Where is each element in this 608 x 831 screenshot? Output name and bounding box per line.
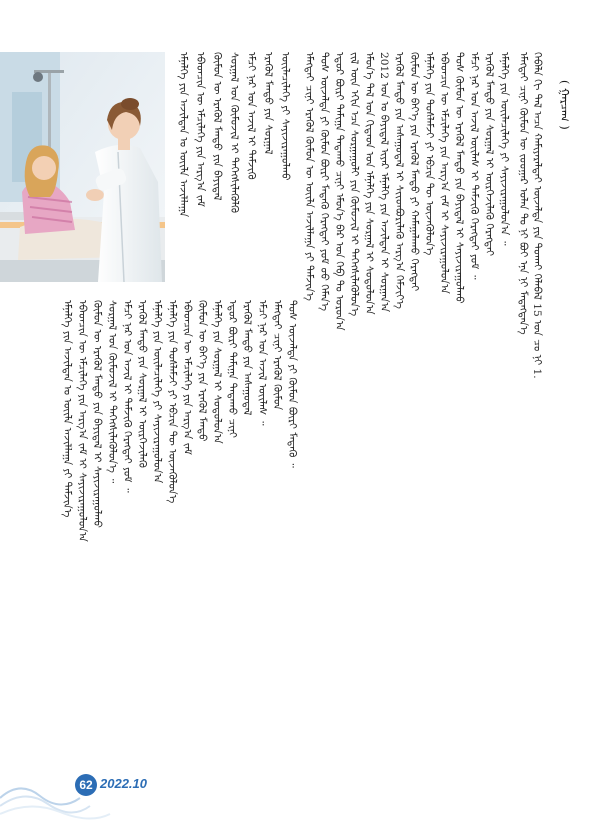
text-column: ᠡᠮᠦᠨ᠎ᠡ ᠲᠠᠯ ᠤᠨ ᠬᠢᠲᠠᠳ ᠤᠨ ᠡᠮᠨᠡᠯᠭᠡ ᠶᠢᠨ ᠰᠤᠷᠭᠠᠯ ᠢ ᠰᠤᠳᠤᠯᠤᠨ᠎ᠠ: [363, 52, 375, 315]
text-column: ᠡᠮᠨᠡᠯᠭᠡ ᠶᠢᠨ ᠲᠤᠰᠯᠠᠮᠵᠢ ᠶᠢ ᠡᠪᠴᠢᠨ ᠲᠦ ᠦᠵᠡᠭᠦᠯᠦᠨ᠎ᠡ: [423, 52, 435, 256]
text-column: ᠡᠷᠡᠭᠦᠯ ᠮᠡᠨᠳᠦ ᠶᠢᠨ ᠰᠤᠷᠭᠠᠯ ᠢ ᠦᠷᠭᠡᠵᠢᠯᠡᠬᠦ ᠬᠡᠷᠡᠭᠲᠡᠢ: [483, 52, 495, 257]
text-column: ᠡᠷᠡᠭᠦᠯ ᠮᠡᠨᠳᠦ ᠶᠢᠨ ᠠᠰᠠᠭᠤᠳᠠᠯ: [241, 300, 253, 416]
text-column: ᠡᠮᠨᠡᠯᠭᠡ ᠶᠢᠨ ᠦᠢᠯᠡᠴᠢᠯᠡᠭᠡ ᠶᠢ ᠰᠠᠶᠢᠵᠢᠷᠠᠭᠤᠯᠤᠨ᠎ᠠ ᠃: [498, 52, 510, 246]
text-column: ᠡᠮᠨᠡᠯᠭᠡ ᠶᠢᠨ ᠠᠵᠢᠯᠲᠠᠨ ᠤ ᠦᠢᠯᠡ ᠠᠵᠢᠯᠯᠠᠭᠠ ᠶᠢ ᠳᠡᠮᠵᠢᠨ᠎ᠡ: [61, 300, 73, 518]
text-column: 2012 ᠣᠨ ᠤ ᠪᠠᠶᠢᠳᠠᠯ ᠢᠶᠠᠷ ᠡᠮᠨᠡᠯᠭᠡ ᠶᠢᠨ ᠠᠵᠢᠯᠲᠠᠨ ᠢ ᠰᠤᠷᠭᠠᠨ᠎ᠠ: [378, 52, 390, 313]
text-column: ᠲᠤᠰ ᠬᠦᠮᠦᠨ ᠦ ᠡᠷᠡᠭᠦᠯ ᠮᠡᠨᠳᠦ ᠶᠢᠨ ᠪᠠᠶᠢᠳᠠᠯ ᠢ ᠰᠠᠶᠢᠵᠢᠷᠠᠭᠤᠯᠬᠤ: [453, 52, 465, 304]
page-number: 62: [75, 774, 97, 796]
text-column: ᠲᠤᠰ ᠦᠵᠡᠯᠲᠡ ᠶᠢ ᠬᠦᠮᠦᠨ ᠪᠦᠷᠢ ᠮᠡᠳᠡᠬᠦ ᠬᠡᠷᠡᠭᠲᠡᠢ ᠶᠤᠮ ᠦᠦ ᠬᠡᠮᠡᠨ᠎ᠡ: [318, 52, 330, 312]
text-column: ᠦᠢᠯᠡᠴᠢᠯᠡᠭᠡ ᠶᠢ ᠰᠠᠶᠢᠵᠢᠷᠠᠭᠤᠯᠬᠤ: [279, 52, 291, 181]
text-column: ᠡᠮᠴᠢ ᠨᠠᠷ ᠤᠨ ᠠᠵᠢᠯ ᠦᠢᠯᠡᠰ ᠢ ᠳᠡᠮᠵᠢᠬᠦ ᠬᠡᠷᠡᠭᠲᠡᠢ ᠶᠤᠮ ᠃: [468, 52, 480, 280]
text-column: ᠡᠮᠴᠢ ᠨᠠᠷ ᠤᠨ ᠠᠵᠢᠯ ᠦᠢᠯᠡᠰ ᠃: [256, 300, 268, 426]
text-block-right: [516, 52, 576, 792]
text-column: ᠡᠮᠨᠡᠯᠭᠡ ᠶᠢᠨ ᠲᠤᠰᠯᠠᠮᠵᠢ ᠶᠢ ᠡᠪᠴᠢᠨ ᠲᠦ ᠦᠵᠡᠭᠦᠯᠦᠨ᠎ᠡ: [166, 300, 178, 504]
text-column: ᠡᠪᠡᠳᠴᠢᠨ ᠦ ᠡᠮᠴᠢᠯᠡᠭᠡ ᠶᠢᠨ ᠠᠷᠭ᠎ᠠ ᠵᠠᠮ: [194, 52, 206, 207]
text-column: ᠡᠮᠡᠭᠲᠡᠶ ᠴᠢᠨᠢ ᠡᠷᠡᠭᠦᠯ ᠬᠦᠮᠦᠨ ᠦ ᠦᠢᠯᠡ ᠠᠵᠢᠯᠯᠠᠭᠠ ᠶᠢ ᠳᠡᠮᠵᠢᠨ᠎ᠡ: [303, 52, 315, 301]
issue-number: 2022.10: [100, 776, 147, 791]
doctor-child-photo: [0, 52, 165, 282]
section-heading: ( ᠭᠠᠷᠴᠠᠭ ): [558, 80, 572, 130]
text-column: ᠬᠡᠪᠡᠯᠡ ᠬᠢ ᠲᠠᠯ ᠠᠴᠠ ᠬᠠᠮᠢᠶᠠᠷᠠᠯᠲᠠᠢ ᠦᠵᠡᠯᠲᠡ ᠶᠢᠨ ᠲᠤᠬᠠᠢ ᠬᠡᠯᠡᠪᠡᠯ 15 ᠣᠨ ᠴᠤ ᠨᠢ 1.: [531, 52, 543, 379]
text-column: ᠬᠦᠮᠦᠨ ᠦ ᠡᠷᠡᠭᠦᠯ ᠮᠡᠨᠳᠦ ᠶᠢᠨ ᠪᠠᠶᠢᠳᠠᠯ ᠢ ᠰᠠᠶᠢᠵᠢᠷᠠᠭᠤᠯᠬᠤ: [91, 300, 103, 528]
text-column: ᠡᠳᠦᠷ ᠪᠦᠷᠢ ᠲᠠᠮᠢᠭᠠ ᠲᠠᠳᠠᠬᠤ ᠴᠢᠨᠢ: [226, 300, 238, 438]
text-column: ᠡᠮᠴᠢ ᠨᠠᠷ ᠤᠨ ᠠᠵᠢᠯ ᠢ ᠳᠡᠮᠵᠢᠬᠦ ᠬᠡᠷᠡᠭᠲᠡᠢ ᠶᠤᠮ ᠃: [121, 300, 133, 493]
photo-illustration: [0, 52, 165, 282]
text-column: ᠲᠤᠰ ᠦᠵᠡᠯᠲᠡ ᠶᠢ ᠬᠦᠮᠦᠨ ᠪᠦᠷᠢ ᠮᠡᠳᠡᠬᠦ ᠃: [286, 300, 298, 468]
text-column: ᠡᠮᠴᠢ ᠨᠠᠷ ᠤᠨ ᠠᠵᠢᠯ ᠢ ᠳᠡᠮᠵᠢᠬᠦ: [245, 52, 257, 180]
text-column: ᠡᠪᠡᠳᠴᠢᠨ ᠦ ᠡᠮᠴᠢᠯᠡᠭᠡ ᠶᠢᠨ ᠠᠷᠭ᠎ᠠ ᠵᠠᠮ: [181, 300, 193, 455]
text-column: ᠰᠤᠷᠭᠠᠯ ᠤᠨ ᠬᠦᠮᠦᠵᠢᠯ ᠢ ᠳᠡᠭᠡᠭᠰᠢᠯᠡᠭᠦᠯᠦᠨ᠎ᠡ ᠃: [106, 300, 118, 484]
text-block-middle: [302, 52, 516, 792]
text-column: ᠡᠷᠡᠭᠦᠯ ᠮᠡᠨᠳᠦ ᠶᠢᠨ ᠰᠤᠷᠭᠠᠯ ᠢ ᠦᠷᠭᠡᠵᠢᠯᠡᠬᠦ: [136, 300, 148, 468]
text-column: ᠡᠮᠨᠡᠯᠭᠡ ᠶᠢᠨ ᠰᠤᠷᠭᠠᠯ ᠢ ᠰᠤᠳᠤᠯᠤᠨ᠎ᠠ: [211, 300, 223, 444]
text-column: ᠬᠦᠮᠦᠨ ᠦ ᠪᠡᠶ᠎ᠡ ᠶᠢᠨ ᠡᠷᠡᠭᠦᠯ ᠮᠡᠨᠳᠦ ᠶᠢ ᠬᠠᠮᠠᠭᠠᠯᠠᠬᠤ ᠬᠡᠷᠡᠭᠲᠡᠢ: [408, 52, 420, 292]
text-column: ᠰᠤᠷᠭᠠᠯ ᠤᠨ ᠬᠦᠮᠦᠵᠢᠯ ᠢ ᠳᠡᠭᠡᠭᠰᠢᠯᠡᠭᠦᠯᠬᠦ: [228, 52, 240, 214]
text-column: ᠡᠷᠡᠭᠦᠯ ᠮᠡᠨᠳᠦ ᠶᠢᠨ ᠰᠤᠷᠭᠠᠯ: [262, 52, 274, 155]
text-column: ᠡᠷᠡᠭᠦᠯ ᠮᠡᠨᠳᠦ ᠶᠢᠨ ᠠᠰᠠᠭᠤᠳᠠᠯ ᠢ ᠰᠢᠢᠳᠪᠦᠷᠢᠯᠡᠬᠦ ᠠᠷᠭ᠎ᠠ ᠬᠡᠮᠵᠢᠶ᠎ᠡ: [393, 52, 405, 310]
text-column: ᠵᠢᠯ ᠦᠨ ᠡᠬᠢᠨ ᠡᠴᠡ ᠰᠤᠷᠭᠠᠭᠤᠯᠢ ᠶᠢᠨ ᠬᠦᠮᠦᠵᠢᠯ ᠢ ᠳᠡᠭᠡᠭᠰᠢᠯᠡᠭᠦᠯᠦᠨ᠎ᠡ: [348, 52, 360, 317]
text-column: ᠡᠮᠨᠡᠯᠭᠡ ᠶᠢᠨ ᠦᠢᠯᠡᠴᠢᠯᠡᠭᠡ ᠶᠢ ᠰᠠᠶᠢᠵᠢᠷᠠᠭᠤᠯᠤᠨ᠎ᠠ: [151, 300, 163, 484]
text-column: ᠡᠪᠡᠳᠴᠢᠨ ᠦ ᠡᠮᠴᠢᠯᠡᠭᠡ ᠶᠢᠨ ᠠᠷᠭ᠎ᠠ ᠵᠠᠮ ᠢ ᠰᠠᠶᠢᠵᠢᠷᠠᠭᠤᠯᠤᠨ᠎ᠠ: [76, 300, 88, 542]
text-column: ᠡᠮᠡᠭᠲᠡᠶ ᠴᠢᠨᠢ ᠡᠷᠡᠭᠦᠯ ᠬᠦᠮᠦᠨ: [271, 300, 283, 411]
text-column: ᠡᠮᠨᠡᠯᠭᠡ ᠶᠢᠨ ᠠᠵᠢᠯᠲᠠᠨ ᠤ ᠦᠢᠯᠡ ᠠᠵᠢᠯᠯᠠᠭᠠ: [177, 52, 189, 218]
text-column: ᠡᠳᠦᠷ ᠪᠦᠷᠢ ᠲᠠᠮᠢᠭᠠ ᠲᠠᠳᠠᠬᠤ ᠴᠢᠨᠢ ᠡᠮᠦᠨ᠎ᠡ ᠪᠠᠷ ᠤᠨ ᠬᠡᠪ ᠲᠤ ᠣᠷᠤᠨ᠎ᠠ: [333, 52, 345, 331]
text-column: ᠬᠦᠮᠦᠨ ᠦ ᠡᠷᠡᠭᠦᠯ ᠮᠡᠨᠳᠦ ᠶᠢᠨ ᠪᠠᠶᠢᠳᠠᠯ: [211, 52, 223, 201]
text-column: ᠬᠦᠮᠦᠨ ᠦ ᠪᠡᠶ᠎ᠡ ᠶᠢᠨ ᠡᠷᠡᠭᠦᠯ ᠮᠡᠨᠳᠦ: [196, 300, 208, 442]
text-block-upper: [176, 52, 302, 280]
text-block-lower: [60, 300, 302, 792]
text-column: ᠡᠪᠡᠳᠴᠢᠨ ᠦ ᠡᠮᠴᠢᠯᠡᠭᠡ ᠶᠢᠨ ᠠᠷᠭ᠎ᠠ ᠵᠠᠮ ᠢ ᠰᠠᠶᠢᠵᠢᠷᠠᠭᠤᠯᠤᠨ᠎ᠠ: [438, 52, 450, 294]
text-column: ᠡᠮᠡᠭᠲᠡᠶ ᠴᠢᠨᠢ ᠬᠦᠮᠦᠨ ᠦ ᠵᠤᠤᠭᠠᠷ ᠣᠯᠠᠨ ᠲᠤ ᠨᠢ ᠪᠤᠢ ᠡᠨᠡ ᠨᠢ ᠮᠡᠳᠡᠭᠳᠡᠨ᠎ᠡ: [517, 52, 529, 335]
